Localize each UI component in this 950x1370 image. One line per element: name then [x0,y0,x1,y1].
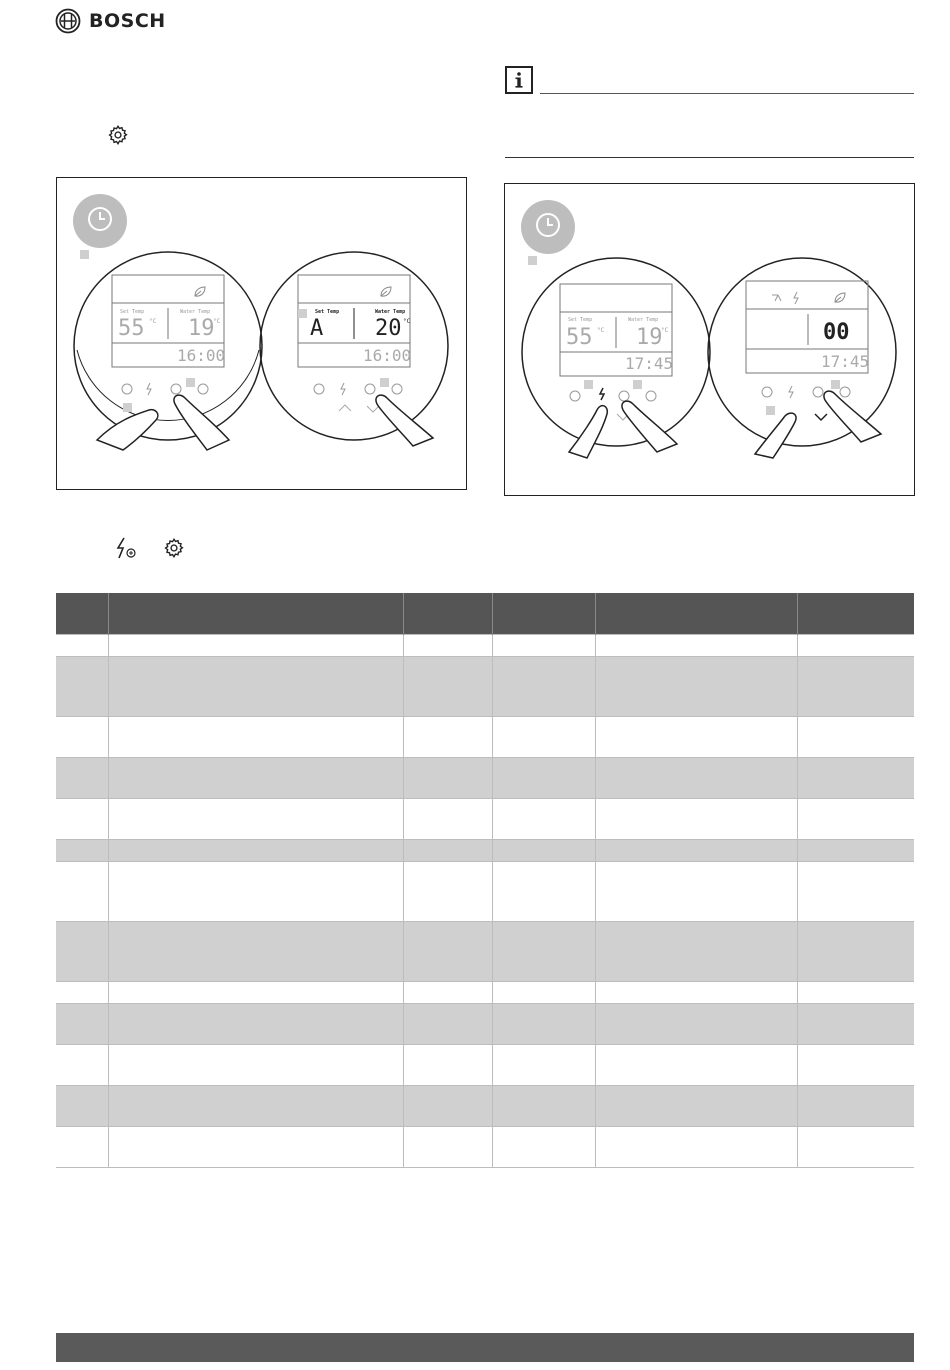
brand-name: BOSCH [89,10,166,32]
table-header-cell [56,593,108,635]
table-cell [403,657,492,717]
water-temp-value: 19 [188,316,215,341]
table-cell [492,657,595,717]
table-header-cell [108,593,403,635]
table-cell [797,840,914,862]
table-cell [108,1004,403,1045]
table-cell [595,657,797,717]
table-row [56,758,914,799]
table-row [56,717,914,758]
table-cell [403,1086,492,1127]
set-temp-label: Set Temp [315,309,340,315]
gear-icon [163,537,185,559]
table-cell [595,758,797,799]
set-temp-label: Set Temp [568,317,593,323]
parameter-table [56,593,914,1168]
table-cell [403,717,492,758]
table-row [56,922,914,982]
table-cell [492,862,595,922]
table-cell [595,1045,797,1086]
lightning-boost-icon [113,536,139,560]
table-cell [797,799,914,840]
lcd-value: 00 [823,320,850,345]
table-cell [403,1127,492,1168]
table-row [56,799,914,840]
table-cell [108,1045,403,1086]
table-cell [797,1045,914,1086]
bosch-armature-icon [55,8,81,34]
lcd-time: 17:45 [625,354,674,373]
table-cell [797,1127,914,1168]
table-cell [108,717,403,758]
table-cell [492,799,595,840]
table-cell [56,717,108,758]
table-cell [56,657,108,717]
table-cell [797,1086,914,1127]
table-cell [403,922,492,982]
note-top-rule [540,93,914,94]
table-cell [403,862,492,922]
table-cell [56,1004,108,1045]
table-row [56,982,914,1004]
water-temp-label: Water Temp [180,309,211,315]
table-cell [492,758,595,799]
note-bottom-rule [505,157,914,158]
table-cell [492,982,595,1004]
clock-badge-icon [521,200,575,254]
table-cell [56,1045,108,1086]
table-cell [403,799,492,840]
lcd-time: 17:45 [821,352,870,371]
water-temp-unit: °C [213,318,221,325]
table-cell [108,982,403,1004]
set-temp-unit: °C [149,318,157,325]
figure-left [56,177,467,490]
set-temp-label: Set Temp [120,309,145,315]
set-temp-unit: °C [597,327,605,334]
table-cell [56,922,108,982]
table-cell [56,982,108,1004]
table-cell [56,758,108,799]
brand-logo [55,8,166,34]
set-temp-value: 55 [118,316,145,341]
table-cell [56,840,108,862]
table-row [56,840,914,862]
table-row [56,657,914,717]
water-temp-label: Water Temp [375,309,406,315]
table-cell [797,862,914,922]
table-cell [595,1086,797,1127]
set-temp-value: A [310,316,324,341]
table-cell [108,840,403,862]
table-row [56,1045,914,1086]
lcd-time: 16:00 [363,346,412,365]
table-cell [108,922,403,982]
table-cell [797,635,914,657]
table-cell [56,799,108,840]
table-header-cell [797,593,914,635]
table-row [56,862,914,922]
table-cell [108,1127,403,1168]
table-header-cell [492,593,595,635]
table-row [56,1004,914,1045]
table-cell [595,840,797,862]
table-cell [403,1045,492,1086]
table-cell [56,862,108,922]
table-cell [492,922,595,982]
table-cell [108,657,403,717]
table-cell [595,982,797,1004]
table-cell [403,840,492,862]
table-cell [56,635,108,657]
table-cell [108,635,403,657]
table-cell [403,635,492,657]
table-row [56,1086,914,1127]
water-temp-unit: °C [661,327,669,334]
table-cell [595,1127,797,1168]
table-cell [108,1086,403,1127]
table-cell [797,922,914,982]
info-icon [505,66,533,94]
table-cell [492,635,595,657]
table-cell [56,1127,108,1168]
table-cell [108,799,403,840]
table-cell [595,1004,797,1045]
table-header-cell [595,593,797,635]
table-cell [492,1004,595,1045]
table-header-cell [403,593,492,635]
table-cell [595,862,797,922]
table-cell [797,982,914,1004]
set-temp-value: 55 [566,325,593,350]
table-cell [492,1086,595,1127]
table-cell [595,717,797,758]
water-temp-value: 20 [375,316,402,341]
water-temp-unit: °C [403,318,411,325]
table-cell [403,982,492,1004]
table-cell [595,922,797,982]
water-temp-value: 19 [636,325,663,350]
table-cell [492,1127,595,1168]
table-cell [595,635,797,657]
table-cell [797,717,914,758]
table-cell [56,1086,108,1127]
table-cell [797,1004,914,1045]
water-temp-label: Water Temp [628,317,659,323]
table-cell [492,717,595,758]
table-header-row [56,593,914,635]
table-cell [797,657,914,717]
footer-bar [56,1333,914,1362]
table-cell [492,840,595,862]
table-cell [595,799,797,840]
table-cell [403,758,492,799]
table-cell [797,758,914,799]
table-row [56,635,914,657]
table-cell [403,1004,492,1045]
table-cell [492,1045,595,1086]
lcd-time: 16:00 [177,346,226,365]
gear-icon [107,124,129,146]
figure-right [504,183,915,496]
table-cell [108,758,403,799]
clock-badge-icon [73,194,127,248]
table-cell [108,862,403,922]
table-row [56,1127,914,1168]
